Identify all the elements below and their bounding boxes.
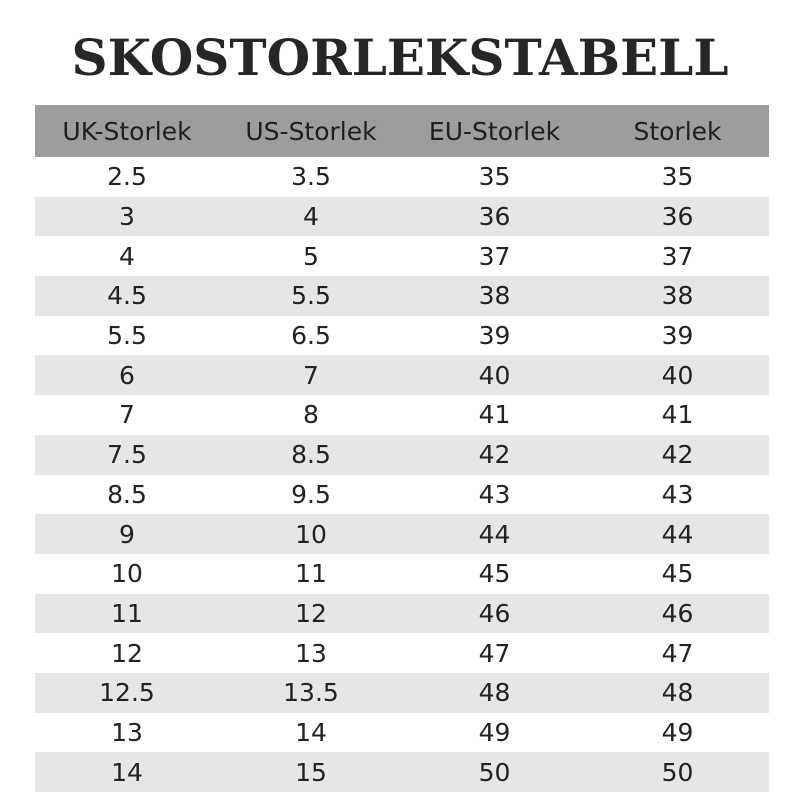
cell-uk: 12 (35, 633, 219, 673)
cell-uk: 7 (35, 395, 219, 435)
cell-uk: 2.5 (35, 157, 219, 197)
cell-size: 41 (586, 395, 769, 435)
size-chart-table (35, 105, 769, 792)
cell-size: 43 (586, 475, 769, 515)
cell-eu: 44 (403, 514, 586, 554)
cell-us: 11 (219, 554, 403, 594)
cell-us: 15 (219, 752, 403, 792)
cell-size: 49 (586, 713, 769, 753)
table-row (35, 554, 769, 594)
table-row (35, 157, 769, 197)
cell-us: 7 (219, 355, 403, 395)
table-row (35, 197, 769, 237)
cell-us: 10 (219, 514, 403, 554)
cell-us: 4 (219, 197, 403, 237)
table-header-row (35, 105, 769, 157)
cell-size: 42 (586, 435, 769, 475)
cell-eu: 45 (403, 554, 586, 594)
cell-eu: 41 (403, 395, 586, 435)
cell-eu: 35 (403, 157, 586, 197)
cell-eu: 37 (403, 236, 586, 276)
cell-eu: 39 (403, 316, 586, 356)
cell-us: 13.5 (219, 673, 403, 713)
cell-size: 45 (586, 554, 769, 594)
cell-us: 8 (219, 395, 403, 435)
cell-uk: 14 (35, 752, 219, 792)
cell-size: 36 (586, 197, 769, 237)
cell-eu: 40 (403, 355, 586, 395)
cell-us: 13 (219, 633, 403, 673)
cell-size: 40 (586, 355, 769, 395)
cell-us: 3.5 (219, 157, 403, 197)
table-row (35, 395, 769, 435)
table-row (35, 316, 769, 356)
cell-uk: 8.5 (35, 475, 219, 515)
table-row (35, 633, 769, 673)
table-row (35, 594, 769, 634)
header-us-size: US-Storlek (219, 105, 403, 157)
cell-us: 5.5 (219, 276, 403, 316)
table-row (35, 355, 769, 395)
cell-size: 35 (586, 157, 769, 197)
cell-size: 38 (586, 276, 769, 316)
cell-eu: 49 (403, 713, 586, 753)
cell-eu: 50 (403, 752, 586, 792)
cell-uk: 9 (35, 514, 219, 554)
header-eu-size: EU-Storlek (403, 105, 586, 157)
cell-eu: 47 (403, 633, 586, 673)
cell-us: 14 (219, 713, 403, 753)
table-row (35, 236, 769, 276)
cell-uk: 3 (35, 197, 219, 237)
cell-size: 46 (586, 594, 769, 634)
cell-uk: 11 (35, 594, 219, 634)
cell-eu: 42 (403, 435, 586, 475)
cell-size: 50 (586, 752, 769, 792)
cell-uk: 4.5 (35, 276, 219, 316)
cell-uk: 4 (35, 236, 219, 276)
cell-us: 8.5 (219, 435, 403, 475)
cell-uk: 5.5 (35, 316, 219, 356)
cell-us: 9.5 (219, 475, 403, 515)
cell-uk: 6 (35, 355, 219, 395)
cell-uk: 10 (35, 554, 219, 594)
cell-us: 12 (219, 594, 403, 634)
cell-eu: 46 (403, 594, 586, 634)
table-row (35, 752, 769, 792)
table-row (35, 673, 769, 713)
header-uk-size: UK-Storlek (35, 105, 219, 157)
cell-eu: 38 (403, 276, 586, 316)
cell-uk: 7.5 (35, 435, 219, 475)
cell-eu: 48 (403, 673, 586, 713)
cell-size: 37 (586, 236, 769, 276)
table-row (35, 514, 769, 554)
table-row (35, 475, 769, 515)
cell-us: 6.5 (219, 316, 403, 356)
cell-eu: 43 (403, 475, 586, 515)
header-size: Storlek (586, 105, 769, 157)
cell-uk: 13 (35, 713, 219, 753)
cell-eu: 36 (403, 197, 586, 237)
cell-size: 47 (586, 633, 769, 673)
cell-size: 48 (586, 673, 769, 713)
cell-uk: 12.5 (35, 673, 219, 713)
table-row (35, 276, 769, 316)
cell-size: 39 (586, 316, 769, 356)
page-title: SKOSTORLEKSTABELL (71, 28, 729, 87)
table-row (35, 713, 769, 753)
table-row (35, 435, 769, 475)
table-body (35, 157, 769, 792)
cell-size: 44 (586, 514, 769, 554)
cell-us: 5 (219, 236, 403, 276)
